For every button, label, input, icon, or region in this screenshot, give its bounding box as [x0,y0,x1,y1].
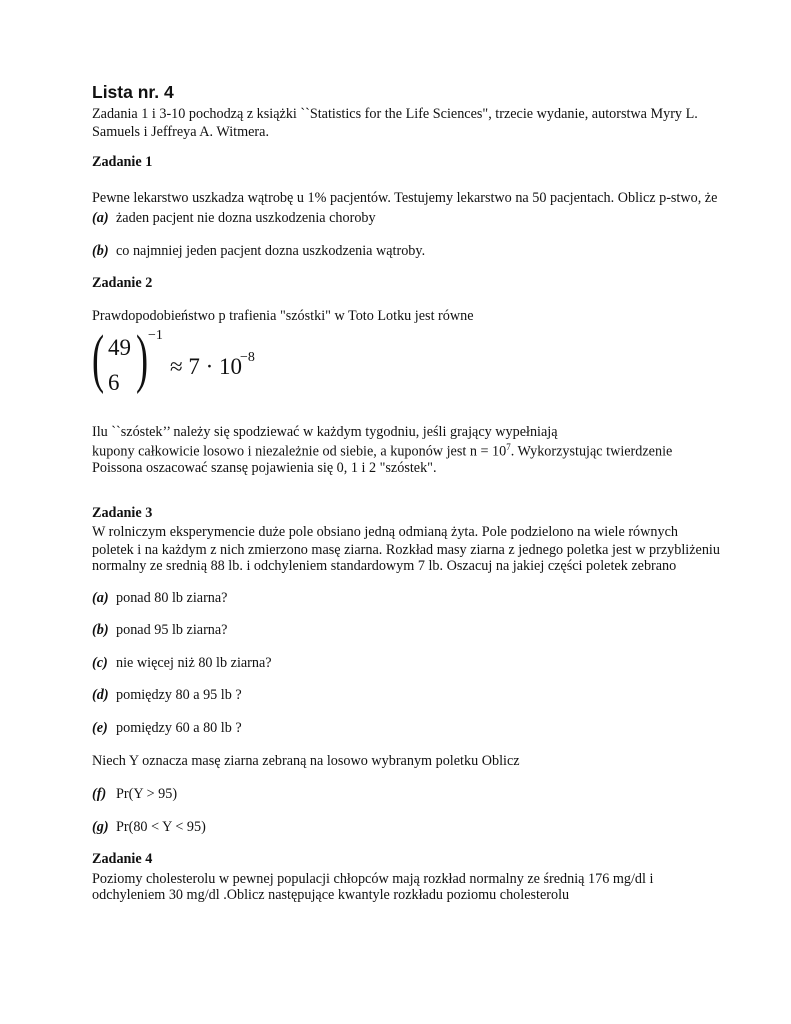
z1-heading: Zadanie 1 [92,154,153,170]
z2-text: Prawdopodobieństwo p trafienia "szóstki" w Toto Lotku jest równe [92,308,474,324]
z3-item-c [92,655,272,672]
item-label: (b) [92,243,109,259]
z2-p2 [92,442,672,461]
intro-line-2: Samuels i Jeffreya A. Witmera. [92,124,269,140]
z4-line-2: odchyleniem 30 mg/dl .Oblicz następujące kwantyle rozkładu poziomu cholesterolu [92,887,570,903]
item-label: (a) [92,590,109,606]
item-text: ponad 95 lb ziarna? [116,622,228,638]
z3-mid: Niech Y oznacza masę ziarna zebraną na losowo wybranym poletku Oblicz [92,753,520,769]
approx-value: ≈ 7 · 10 [170,354,243,379]
intro-line-1: Zadania 1 i 3-10 pochodzą z książki ``Statistics for the Life Sciences", trzecie wydanie, autorstwa Myry L. [92,106,698,122]
z4-heading: Zadanie 4 [92,851,153,867]
item-text: pomiędzy 60 a 80 lb ? [116,720,242,736]
item-label: (b) [92,622,109,638]
z2-p3: Poissona oszacować szansę pojawienia się 0, 1 i 2 "szóstek". [92,460,437,476]
z2-p2b: . Wykorzystując twierdzenie [510,443,673,460]
z4-line-1: Poziomy cholesterolu w pewnej populacji chłopców mają rozkład normalny ze średnią 176 mg/dl i [92,871,654,887]
binom-exponent: −1 [148,328,163,343]
z3-line-1: W rolniczym eksperymencie duże pole obsiano jedną odmianą żyta. Pole podzielono na wiele równych [92,524,678,540]
z3-line-3: normalny ze srednią 88 lb. i odchyleniem standardowym 7 lb. Oszacuj na jakiej części poletek zebrano [92,558,677,574]
page-title: Lista nr. 4 [92,82,174,102]
z1-item-b [92,243,425,260]
z3-item-d [92,687,242,704]
z3-item-f [92,786,177,803]
binom-top: 49 [108,335,131,360]
item-text: pomiędzy 80 a 95 lb ? [116,687,242,703]
z3-item-g [92,819,206,836]
z3-item-a [92,590,227,607]
z2-p2exp: 7 [506,442,511,452]
item-text: nie więcej niż 80 lb ziarna? [116,655,272,671]
z2-p2a: kupony całkowicie losowo i niezależnie od siebie, a kuponów jest n = 10 [92,443,507,460]
z1-item-a [92,210,376,227]
left-paren: ( [92,322,105,395]
approx-exponent: −8 [240,350,255,365]
item-label: (c) [92,655,108,671]
z2-heading: Zadanie 2 [92,275,153,291]
item-label: (a) [92,210,109,226]
item-text: Pr(80 < Y < 95) [116,819,206,835]
item-label: (d) [92,687,109,703]
item-text: Pr(Y > 95) [116,786,178,802]
z1-text: Pewne lekarstwo uszkadza wątrobę u 1% pacjentów. Testujemy lekarstwo na 50 pacjentach. Oblicz p-stwo, że [92,190,718,206]
z3-item-e [92,720,242,737]
z2-p1: Ilu ``szóstek’’ należy się spodziewać w każdym tygodniu, jeśli grający wypełniają [92,424,558,440]
item-text: ponad 80 lb ziarna? [116,590,228,606]
z3-heading: Zadanie 3 [92,505,153,521]
binom-bottom: 6 [108,370,120,395]
item-label: (e) [92,720,108,736]
item-text: co najmniej jeden pacjent dozna uszkodzenia wątroby. [116,243,426,259]
item-text: żaden pacjent nie dozna uszkodzenia choroby [116,210,376,226]
z3-line-2: poletek i na każdym z nich zmierzono masę ziarna. Rozkład masy ziarna z jednego poletka jest w przybliżeniu [92,542,720,558]
item-label: (f) [92,786,107,802]
item-label: (g) [92,819,109,835]
right-paren: ) [136,322,149,395]
z3-item-b [92,622,227,639]
